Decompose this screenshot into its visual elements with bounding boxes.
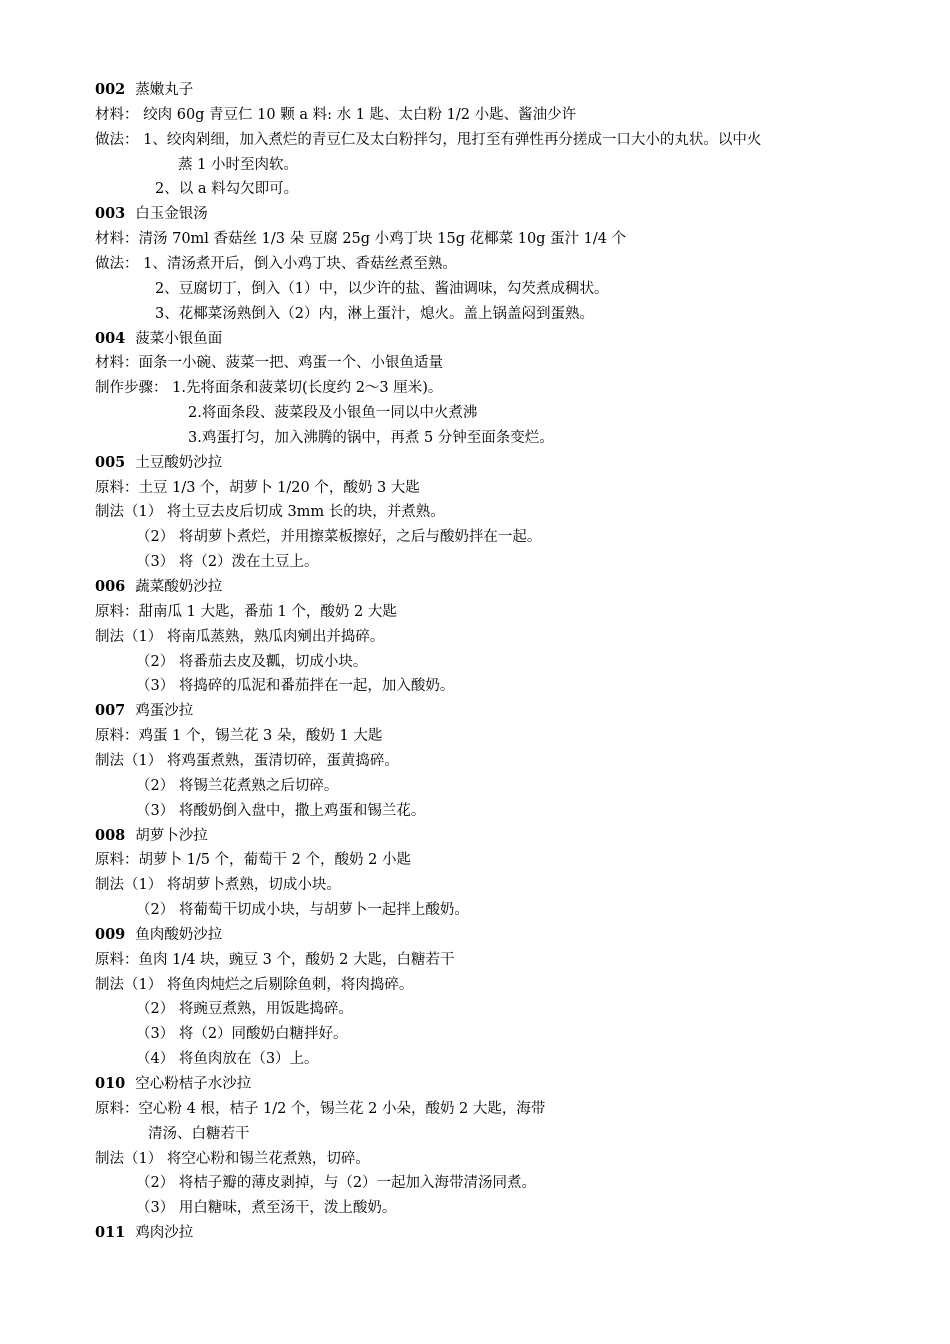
recipe-line: 2.将面条段、菠菜段及小银鱼一同以中火煮沸 (188, 405, 478, 422)
recipe-line: 制法（1） 将鱼肉炖烂之后剔除鱼刺，将肉捣碎。 (95, 976, 414, 993)
recipe-name: 胡萝卜沙拉 (135, 827, 208, 844)
recipe-name: 白玉金银汤 (135, 206, 208, 223)
recipe-line: 材料：面条一小碗、菠菜一把、鸡蛋一个、小银鱼适量 (95, 355, 443, 372)
recipe-title (95, 577, 222, 597)
recipe-line: 原料：土豆 1/3 个，胡萝卜 1/20 个，酸奶 3 大匙 (95, 479, 420, 496)
recipe-number: 011 (95, 1224, 126, 1242)
recipe-line: 制作步骤： 1.先将面条和菠菜切(长度约 2～3 厘米)。 (95, 380, 443, 397)
recipe-line: 原料：鱼肉 1/4 块，豌豆 3 个，酸奶 2 大匙，白糖若干 (95, 951, 455, 968)
recipe-line: 制法（1） 将土豆去皮后切成 3mm 长的块，并煮熟。 (95, 504, 445, 521)
recipe-line: （2） 将锡兰花煮熟之后切碎。 (136, 777, 339, 794)
recipe-line: 清汤、白糖若干 (148, 1125, 250, 1142)
recipe-line: 3、花椰菜汤熟倒入（2）内，淋上蛋汁，熄火。盖上锅盖闷到蛋熟。 (155, 305, 594, 322)
recipe-title (95, 1223, 193, 1243)
recipe-line: 2、以 a 料勾欠即可。 (155, 181, 299, 198)
recipe-name: 空心粉桔子水沙拉 (135, 1076, 252, 1092)
recipe-line: 原料：鸡蛋 1 个，锡兰花 3 朵，酸奶 1 大匙 (95, 728, 383, 745)
recipe-line: 材料：清汤 70ml 香菇丝 1/3 朵 豆腐 25g 小鸡丁块 15g 花椰菜 10g 蛋汁 1/4 个 (95, 231, 627, 248)
recipe-line: （3） 将酸奶倒入盘中，撒上鸡蛋和锡兰花。 (136, 802, 426, 819)
recipe-title (95, 826, 208, 846)
recipe-number: 007 (95, 702, 126, 720)
recipe-number: 002 (95, 81, 126, 98)
recipe-line: （3） 用白糖味，煮至汤干，泼上酸奶。 (136, 1200, 397, 1217)
recipe-number: 010 (95, 1075, 126, 1092)
recipe-title (95, 1074, 251, 1094)
recipe-number: 003 (95, 205, 126, 223)
recipe-title (95, 925, 222, 945)
recipe-line: 蒸 1 小时至肉软。 (178, 156, 298, 173)
recipe-line: 原料：甜南瓜 1 大匙，番茄 1 个，酸奶 2 大匙 (95, 603, 397, 620)
recipe-line: 制法（1） 将空心粉和锡兰花煮熟，切碎。 (95, 1150, 370, 1167)
recipe-title (95, 329, 222, 349)
recipe-name: 鱼肉酸奶沙拉 (135, 926, 223, 943)
recipe-line: 原料：胡萝卜 1/5 个，葡萄干 2 个，酸奶 2 小匙 (95, 852, 411, 869)
recipe-name: 蔬菜酸奶沙拉 (135, 579, 223, 595)
recipe-line: （2） 将番茄去皮及瓤，切成小块。 (136, 653, 368, 670)
recipe-line: 原料：空心粉 4 根，桔子 1/2 个，锡兰花 2 小朵，酸奶 2 大匙，海带 (95, 1100, 546, 1117)
recipe-line: 2、豆腐切丁，倒入（1）中，以少许的盐、酱油调味，勾芡煮成稠状。 (155, 280, 609, 297)
recipe-number: 006 (95, 578, 126, 595)
recipe-name: 蒸嫩丸子 (135, 82, 194, 98)
recipe-number: 005 (95, 453, 126, 471)
recipe-line: 制法（1） 将鸡蛋煮熟，蛋清切碎，蛋黄捣碎。 (95, 752, 399, 769)
recipe-name: 菠菜小银鱼面 (135, 330, 223, 347)
recipe-name: 土豆酸奶沙拉 (135, 454, 223, 471)
recipe-name: 鸡蛋沙拉 (135, 703, 194, 720)
recipe-line: （3） 将（2）泼在土豆上。 (136, 554, 319, 571)
recipe-line: （2） 将胡萝卜煮烂，并用擦菜板擦好，之后与酸奶拌在一起。 (136, 529, 542, 546)
recipe-number: 009 (95, 925, 126, 943)
recipe-line: 做法： 1、绞肉剁细，加入煮烂的青豆仁及太白粉拌匀，甩打至有弹性再分搓成一口大小的丸状。以中火 (95, 131, 762, 148)
recipe-line: （2） 将葡萄干切成小块，与胡萝卜一起拌上酸奶。 (136, 902, 469, 919)
recipe-title (95, 204, 208, 224)
recipe-title (95, 701, 193, 721)
recipe-title (95, 453, 222, 473)
recipe-number: 004 (95, 329, 126, 347)
recipe-line: 制法（1） 将南瓜蒸熟，熟瓜肉剜出并捣碎。 (95, 628, 385, 645)
recipe-line: 制法（1） 将胡萝卜煮熟，切成小块。 (95, 877, 341, 894)
recipe-line: （4） 将鱼肉放在（3）上。 (136, 1051, 319, 1068)
recipe-line: 3.鸡蛋打匀，加入沸腾的锅中，再煮 5 分钟至面条变烂。 (188, 429, 554, 446)
recipe-line: （3） 将（2）同酸奶白糖拌好。 (136, 1026, 348, 1043)
recipe-line: （2） 将桔子瓣的薄皮剥掉，与（2）一起加入海带清汤同煮。 (136, 1175, 537, 1192)
recipe-number: 008 (95, 826, 126, 844)
recipe-line: （3） 将捣碎的瓜泥和番茄拌在一起，加入酸奶。 (136, 678, 455, 695)
recipe-title (95, 80, 193, 100)
recipe-name: 鸡肉沙拉 (135, 1225, 194, 1242)
recipe-line: 做法： 1、清汤煮开后，倒入小鸡丁块、香菇丝煮至熟。 (95, 255, 457, 272)
recipe-line: 材料： 绞肉 60g 青豆仁 10 颗 a 料: 水 1 匙、太白粉 1/2 小匙、酱油少许 (95, 106, 577, 123)
recipe-line: （2） 将豌豆煮熟，用饭匙捣碎。 (136, 1001, 353, 1018)
